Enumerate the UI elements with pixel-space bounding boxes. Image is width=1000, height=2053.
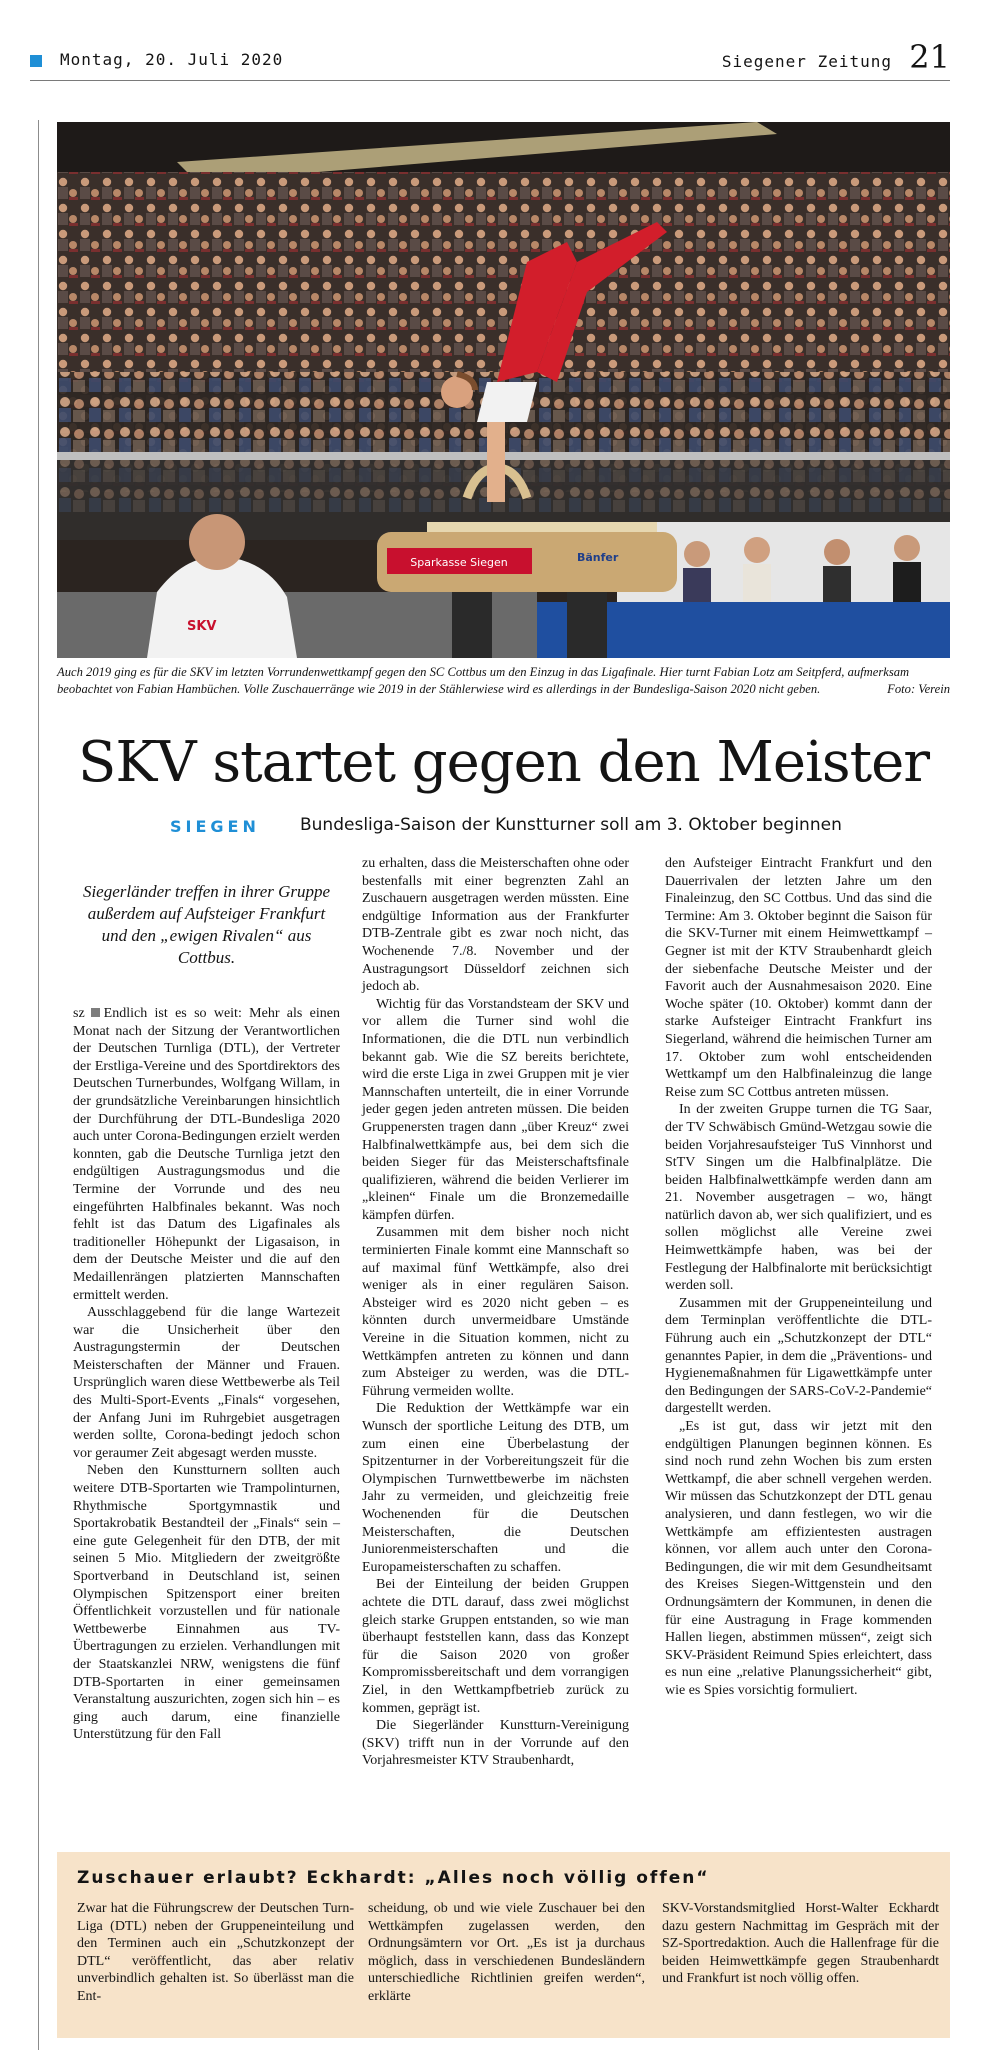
paragraph-text: Endlich ist es so weit: Mehr als einen Monat nach der Sitzung der Verantwortlichen der Deutschen Turnliga (DTL), der Vertreter der Erstliga-Vereine und des Sportdirektors des Deutschen Turnerbundes, Wolfgang Willam, in der grundsätzliche Vereinbarungen hinsichtlich der Durchführung der DTL-Bundesliga 2020 auch unter Corona-Bedingungen erzielt werden konnten, gab die Deutsche Turnliga jetzt den endgültigen Austragungsmodus und die Termine der Vorrunde und des neu eingeführten Halbfinales bekannt. Was noch fehlt ist das Datum des Ligafinales als traditioneller Höhepunkt der Ligasaison, in dem der Deutsche Meister und die auf den Medaillenrängen platzierten Mannschaften ermittelt werden. bbox=[73, 1006, 340, 1303]
info-box bbox=[57, 1852, 950, 2038]
gray-square-icon bbox=[91, 1008, 100, 1017]
article-paragraph: Die Reduktion der Wettkämpfe war ein Wunsch der sportliche Leitung des DTB, um zum einen eine Überbelastung der Spitzenturner in der Vorbereitungszeit für die Olympischen Turnwettbewerbe im nächsten Jahr zu vermeiden, und gleichzeitig freie Wochenenden für die Deutschen Meisterschaften, die Deutschen Juniorenmeisterschaften und die Europameisterschaften zu schaffen. bbox=[362, 1401, 629, 1575]
info-box-column-3: SKV-Vorstandsmitglied Horst-Walter Eckhardt dazu gestern Nachmittag im Gespräch mit der SZ-Sportredaktion. Auch die Hallenfrage für die beiden Heimwettkämpfe gegen Straubenhardt und Frankfurt ist noch völlig offen. bbox=[662, 1901, 939, 1987]
issue-date: Montag, 20. Juli 2020 bbox=[60, 50, 284, 69]
banner-text: Sparkasse Siegen bbox=[410, 556, 508, 569]
page-number: 21 bbox=[909, 38, 950, 76]
shirt-text: SKV bbox=[187, 619, 217, 634]
info-box-column-1: Zwar hat die Führungscrew der Deutschen Turn-Liga (DTL) neben der Gruppeneinteilung und den Terminen auch ein „Schutzkonzept der DTL“ veröffentlicht, das aber relativ unverbindlich gehalten ist. So überlässt man die Ent- bbox=[77, 1901, 354, 2004]
article-paragraph: Die Siegerländer Kunstturn-Vereinigung (SKV) trifft nun in der Vorrunde auf den Vorjahresmeister KTV Straubenhardt, bbox=[362, 1718, 629, 1769]
article-photo bbox=[57, 122, 950, 658]
brand-text: Bänfer bbox=[577, 551, 619, 564]
kicker-location: SIEGEN bbox=[170, 817, 260, 836]
teaser-text: Siegerländer treffen in ihrer Gruppe außerdem auf Aufsteiger Frankfurt und den „ewigen Rivalen“ aus Cottbus. bbox=[82, 882, 331, 967]
subheadline: Bundesliga-Saison der Kunstturner soll am 3. Oktober beginnen bbox=[300, 815, 842, 835]
article-paragraph: Bei der Einteilung der beiden Gruppen achtete die DTL darauf, dass zwei möglichst gleich starke Gruppen entstanden, so wie man überhaupt feststellen kann, dass das Konzept für die Saison 2020 von großer Kompromissbereitschaft und dem vorrangigen Ziel, in den Wettkampfbetrieb zurück zu kommen, geprägt ist. bbox=[362, 1577, 629, 1716]
caption-text: Auch 2019 ging es für die SKV im letzten Vorrundenwettkampf gegen den SC Cottbus um den Einzug in das Ligafinale. Hier turnt Fabian Lotz am Seitpferd, aufmerksam beobachtet von Fabian Hambüchen. Volle Zuschauerränge wie 2019 in der Stählerwiese wird es allerdings in der Bundesliga-Saison 2020 nicht geben. bbox=[57, 665, 910, 696]
article-paragraph: Ausschlaggebend für die lange Wartezeit war die Unsicherheit über den Austragungstermin der Deutschen Meisterschaften der Männer und Frauen. Ursprünglich waren diese Wettbewerbe als Teil des Multi-Sport-Events „Finals“ vorgesehen, der Anfang Juni im Ruhrgebiet ausgetragen werden sollte, Corona-bedingt jedoch schon vor geraumer Zeit abgesagt werden musste. bbox=[73, 1305, 340, 1461]
article-paragraph: In der zweiten Gruppe turnen die TG Saar, der TV Schwäbisch Gmünd-Wetzgau sowie die beiden Vorjahresaufsteiger TuS Vinnhorst und StTV Singen um die Halbfinalplätze. Die beiden Halbfinalwettkämpfe werden dann am 21. November ausgetragen – wo, hängt natürlich davon ab, wer sich qualifiziert, und es sollen möglichst alle Vereine zwei Heimwettkämpfe haben, was bei der Festlegung der Halbfinalorte mit berücksichtigt werden soll. bbox=[665, 1102, 932, 1294]
article-column-3 bbox=[665, 855, 932, 1700]
newspaper-name: Siegener Zeitung bbox=[721, 52, 892, 71]
article-paragraph bbox=[73, 1005, 340, 1304]
article-paragraph: zu erhalten, dass die Meisterschaften ohne oder bestenfalls mit einer begrenzten Zahl an Zuschauern ausgetragen werden müssten. Eine endgültige Information aus der Frankfurter DTB-Zentrale gibt es zwar noch nicht, das Wochenende 7./8. November und der Austragungsort Düsseldorf zeichnen sich jedoch ab. bbox=[362, 856, 629, 995]
page-header bbox=[30, 38, 950, 81]
info-box-title: Zuschauer erlaubt? Eckhardt: „Alles noch völlig offen“ bbox=[77, 1868, 710, 1888]
headline: SKV startet gegen den Meister bbox=[77, 730, 930, 795]
article-paragraph: den Aufsteiger Eintracht Frankfurt und den Dauerrivalen der letzten Jahre um den Finaleinzug, den SC Cottbus. Und das sind die Termine: Am 3. Oktober beginnt die Saison für die SKV-Turner mit einem Heimwettkampf – Gegner ist mit der KTV Straubenhardt gleich der siebenfache Deutsche Meister und der Favorit auch der Ausnahmesaison 2020. Eine Woche später (10. Oktober) kommt dann der starke Aufsteiger Eintracht Frankfurt ins Siegerland, während die heimischen Turner am 17. Oktober zum wohl entscheidenden Wettkampf um den Halbfinaleinzug die lange Reise zum SC Cottbus antreten müssen. bbox=[665, 856, 932, 1100]
article-paragraph: Neben den Kunstturnern sollten auch weitere DTB-Sportarten wie Trampolinturnen, Rhythmische Sportgymnastik und Sportakrobatik Bestandteil der „Finals“ sein – eine gute Gelegenheit für den DTB, der mit seinen 5 Mio. Mitgliedern der zweitgrößte Sportverband in Deutschland ist, seinen Olympischen Spitzensport einer breiten Öffentlichkeit vorzustellen und für nationale Wettbewerbe Einnahmen aus TV-Übertragungen zu erzielen. Verhandlungen mit der Staatskanzlei NRW, wenigstens die fünf DTB-Sportarten in einer gemeinsamen Veranstaltung auszurichten, zogen sich hin – es ging auch darum, eine finanzielle Unterstützung für den Fall bbox=[73, 1463, 340, 1743]
article-column-2 bbox=[362, 855, 629, 1770]
article-column-1 bbox=[73, 855, 340, 1744]
article-paragraph: Zusammen mit dem bisher noch nicht terminierten Finale kommt eine Mannschaft so auf maximal fünf Wettkämpfe, also drei weniger als in einer regulären Saison. Absteiger wird es 2020 nicht geben – es könnten durch unvermeidbare Umstände Vereine in die Situation kommen, nicht zu Wettkämpfen antreten zu können und dann zum Absteiger zu werden, was die DTL-Führung vermeiden wollte. bbox=[362, 1225, 629, 1399]
info-box-column-2: scheidung, ob und wie viele Zuschauer bei den Wettkämpfen zugelassen werden, den Ordnungsämtern vor Ort. „Es ist ja durchaus möglich, dass in verschiedenen Bundesländern unterschiedliche Richtlinien greifen werden“, erklärte bbox=[368, 1901, 645, 2004]
article-paragraph: Wichtig für das Vorstandsteam der SKV und vor allem die Turner sind wohl die Informationen, die die DTL nun verbindlich bekannt gab. Wie die SZ bereits berichtete, wird die erste Liga in zwei Gruppen mit je vier Mannschaften unterteilt, die in einer Vorrunde jeder gegen jeden antreten müssen. Die beiden Gruppenersten tragen dann „über Kreuz“ zwei Halbfinalwettkämpfe aus, bei dem sich die beiden Sieger für das Meisterschaftsfinale qualifizieren, während die beiden Verlierer im „kleinen“ Finale um die Bronzemedaille kämpfen dürfen. bbox=[362, 996, 629, 1223]
article-paragraph: „Es ist gut, dass wir jetzt mit den endgültigen Planungen beginnen können. Es sind noch rund zehn Wochen bis zum ersten Wettkampf, die aber schnell vergehen werden. Wir müssen das Schutzkonzept der DTL genau analysieren, und dann festlegen, wo wir die Wettkämpfe am effizientesten austragen können, vor allem auch unter den Corona-Bedingungen, die wir mit dem Gesundheitsamt des Kreises Siegen-Wittgenstein und den Ordnungsämtern der Kommunen, in denen die für eine Austragung in Frage kommenden Hallen liegen, abstimmen müssen“, zeigt sich SKV-Präsident Reimund Spies erleichtert, dass es nun eine „relative Planungssicherheit“ gibt, wie es Spies vorsichtig formuliert. bbox=[665, 1419, 932, 1698]
article-paragraph: Zusammen mit der Gruppeneinteilung und dem Terminplan veröffentlichte die DTL-Führung auch ein „Schutzkonzept der DTL“ genanntes Papier, in dem die „Präventions- und Hygienemaßnahmen für Ligawettkämpfe unter den Bedingungen der SARS-CoV-2-Pandemie“ dargestellt werden. bbox=[665, 1295, 932, 1417]
blue-square-icon bbox=[30, 55, 42, 67]
photo-caption bbox=[57, 664, 950, 698]
column-rule bbox=[38, 120, 39, 2050]
byline: sz bbox=[73, 1006, 85, 1021]
photo-credit: Foto: Verein bbox=[881, 681, 950, 698]
